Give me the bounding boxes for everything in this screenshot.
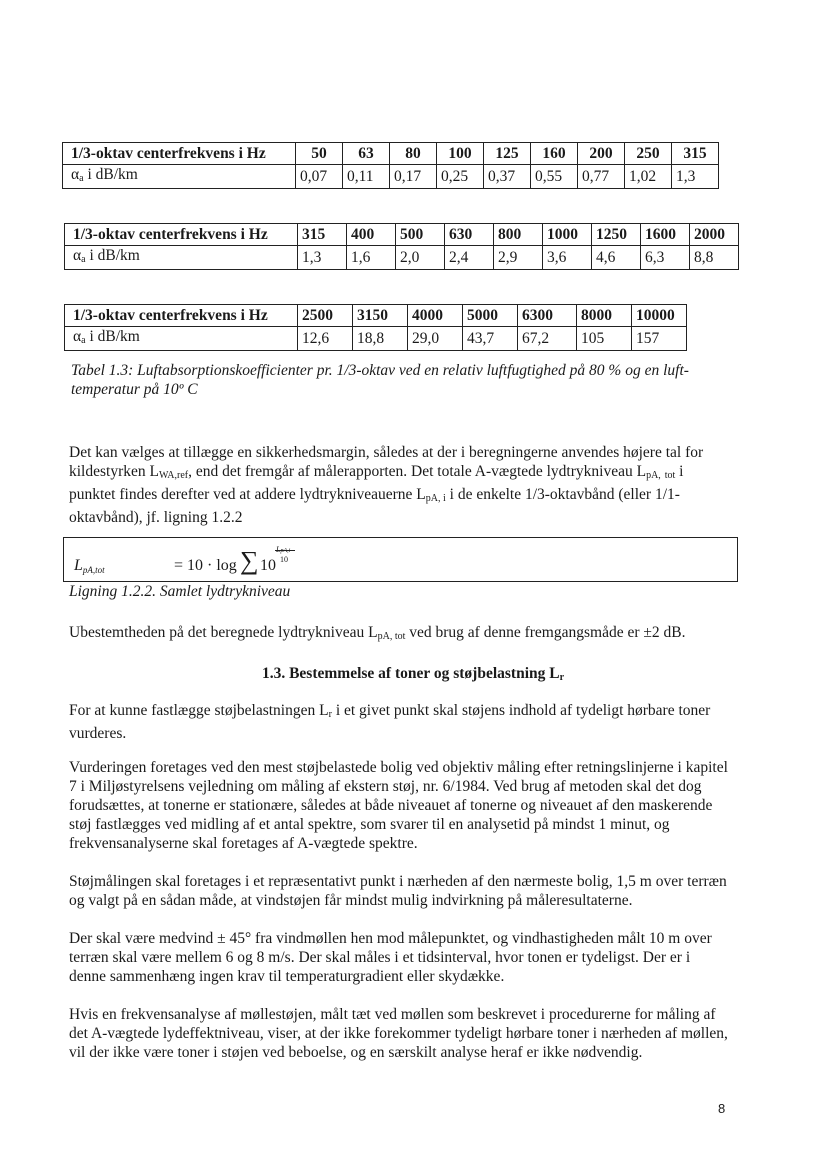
freq-cell: 3150 [353,305,408,327]
freq-cell: 250 [625,143,672,165]
freq-cell: 630 [445,224,494,246]
freq-cell: 2500 [298,305,353,327]
table-caption [71,361,751,399]
value-cell: 12,6 [298,327,353,351]
row-label: $\alpha_a$ i dB/km [63,165,296,189]
freq-cell: 400 [347,224,396,246]
freq-cell: 4000 [408,305,463,327]
freq-cell: 160 [531,143,578,165]
freq-cell: 50 [296,143,343,165]
absorption-table-3 [64,304,687,351]
page-number: 8 [718,1101,726,1116]
table-header-row [65,224,739,246]
value-cell: 0,25 [437,165,484,189]
freq-cell: 80 [390,143,437,165]
freq-cell: 8000 [577,305,632,327]
absorption-table-1 [62,142,719,189]
value-cell: 157 [632,327,687,351]
freq-cell: 125 [484,143,531,165]
equation-box [63,537,738,582]
value-cell: 43,7 [463,327,518,351]
freq-cell: 10000 [632,305,687,327]
value-cell: 0,17 [390,165,437,189]
value-cell: 0,37 [484,165,531,189]
equation-exponent-denominator: 10 [280,555,288,564]
freq-cell: 5000 [463,305,518,327]
row-label: $\alpha_a$ i dB/km [65,327,298,351]
freq-cell: 315 [672,143,719,165]
value-cell: 2,4 [445,246,494,270]
value-cell: 4,6 [592,246,641,270]
freq-cell: 315 [298,224,347,246]
equation-mid: = 10 · log [174,557,237,574]
value-cell: 0,55 [531,165,578,189]
freq-cell: 6300 [518,305,577,327]
table-caption-line2: temperatur på 10º C [71,381,198,398]
row-label: $\alpha_a$ i dB/km [65,246,298,270]
freq-cell: 2000 [690,224,739,246]
value-cell: 0,77 [578,165,625,189]
paragraph-wind-conditions: Der skal være medvind ± 45° fra vindmøllen hen mod målepunktet, og vindhastigheden målt 10 m over terræn skal være mellem 6 og 8 m/s. Der skal måles i et tidsinterval, hvor tonen er tydeligst. Der er i denne sammenhæng ingen krav til temperaturgradient eller skydække. [69,930,712,985]
table-header-label: 1/3-oktav centerfrekvens i Hz [63,143,296,165]
equation-base: 10 [260,557,276,574]
value-cell: 1,3 [298,246,347,270]
freq-cell: 1000 [543,224,592,246]
freq-cell: 100 [437,143,484,165]
table-header-row [63,143,719,165]
freq-cell: 63 [343,143,390,165]
paragraph-frequency-analysis: Hvis en frekvensanalyse af møllestøjen, målt tæt ved møllen som beskrevet i procedurerne for måling af det A-vægtede lydeffektniveau, viser, at der ikke forekommer tydeligt hørbare toner i nærheden af møllen, vil der ikke være toner i støjen ved beboelse, og en særskilt analyse heraf er ikke nødvendig. [69,1006,728,1061]
value-cell: 29,0 [408,327,463,351]
equation-lhs: LpA,tot [74,557,105,575]
table-caption-line1: Tabel 1.3: Luftabsorptionskoefficienter pr. 1/3-oktav ved en relativ luftfugtighed på 80 % og en luft- [71,362,689,379]
section-heading: 1.3. Bestemmelse af toner og støjbelastning $L_r$ [261,665,565,683]
value-cell: 3,6 [543,246,592,270]
value-cell: 6,3 [641,246,690,270]
value-cell: 67,2 [518,327,577,351]
value-cell: 0,11 [343,165,390,189]
value-cell: 0,07 [296,165,343,189]
paragraph-reference-level: Det kan vælges at tillægge en sikkerhedsmargin, således at der i beregningerne anvendes højere tal for kildestyrken $L_{WA,ref}$, end det fremgår af målerapporten. Det totale A-vægtede lydtrykniveau $L_{pA,}$ $_{tot}$ i punktet findes derefter ved at addere lydtrykniveauerne $L_{pA, i}$ i de enkelte 1/3-oktavbånd (eller 1/1-oktavbånd), jf. ligning 1.2.2 [69,444,704,526]
value-cell: 1,3 [672,165,719,189]
value-cell: 1,6 [347,246,396,270]
value-cell: 2,0 [396,246,445,270]
paragraph-uncertainty: Ubestemtheden på det beregnede lydtrykniveau $L_{pA, tot}$ ved brug af denne fremgangsmåde er ±2 dB. [69,624,686,642]
value-cell: 8,8 [690,246,739,270]
paragraph-measurement-point: Støjmålingen skal foretages i et repræsentativt punkt i nærheden af den nærmeste bolig, 1,5 m over terræn og valgt på en sådan måde, at vindstøjen får mindst mulig indvirkning på måleresultaterne. [69,873,727,909]
absorption-table-2 [64,223,739,270]
paragraph-tones-intro: For at kunne fastlægge støjbelastningen $L_r$ i et givet punkt skal støjens indhold af tydeligt hørbare toner vurderes. [69,702,711,742]
freq-cell: 800 [494,224,543,246]
equation-exponent-numerator: LpA,i [276,545,291,554]
freq-cell: 500 [396,224,445,246]
table-header-label: 1/3-oktav centerfrekvens i Hz [65,305,298,327]
table-header-label: 1/3-oktav centerfrekvens i Hz [65,224,298,246]
value-cell: 18,8 [353,327,408,351]
sum-symbol: ∑ [240,546,259,575]
paragraph-assessment: Vurderingen foretages ved den mest støjbelastede bolig ved objektiv måling efter retningslinjerne i kapitel 7 i Miljøstyrelsens vejledning om måling af ekstern støj, nr. 6/1984. Ved brug af metoden skal det dog forudsættes, at tonerne er stationære, således at både niveauet af tonerne og niveauet af den maskerende støj fastlægges ved midling af et antal spektre, som svarer til en analysetid på mindst 1 minut, og frekvensanalyserne skal foretages af A-vægtede spektre. [69,759,728,852]
equation-caption: Ligning 1.2.2. Samlet lydtrykniveau [69,583,291,600]
value-cell: 1,02 [625,165,672,189]
value-cell: 105 [577,327,632,351]
table-header-row [65,305,687,327]
table-value-row [65,246,739,270]
freq-cell: 1600 [641,224,690,246]
freq-cell: 200 [578,143,625,165]
value-cell: 2,9 [494,246,543,270]
table-value-row [65,327,687,351]
freq-cell: 1250 [592,224,641,246]
table-value-row [63,165,719,189]
